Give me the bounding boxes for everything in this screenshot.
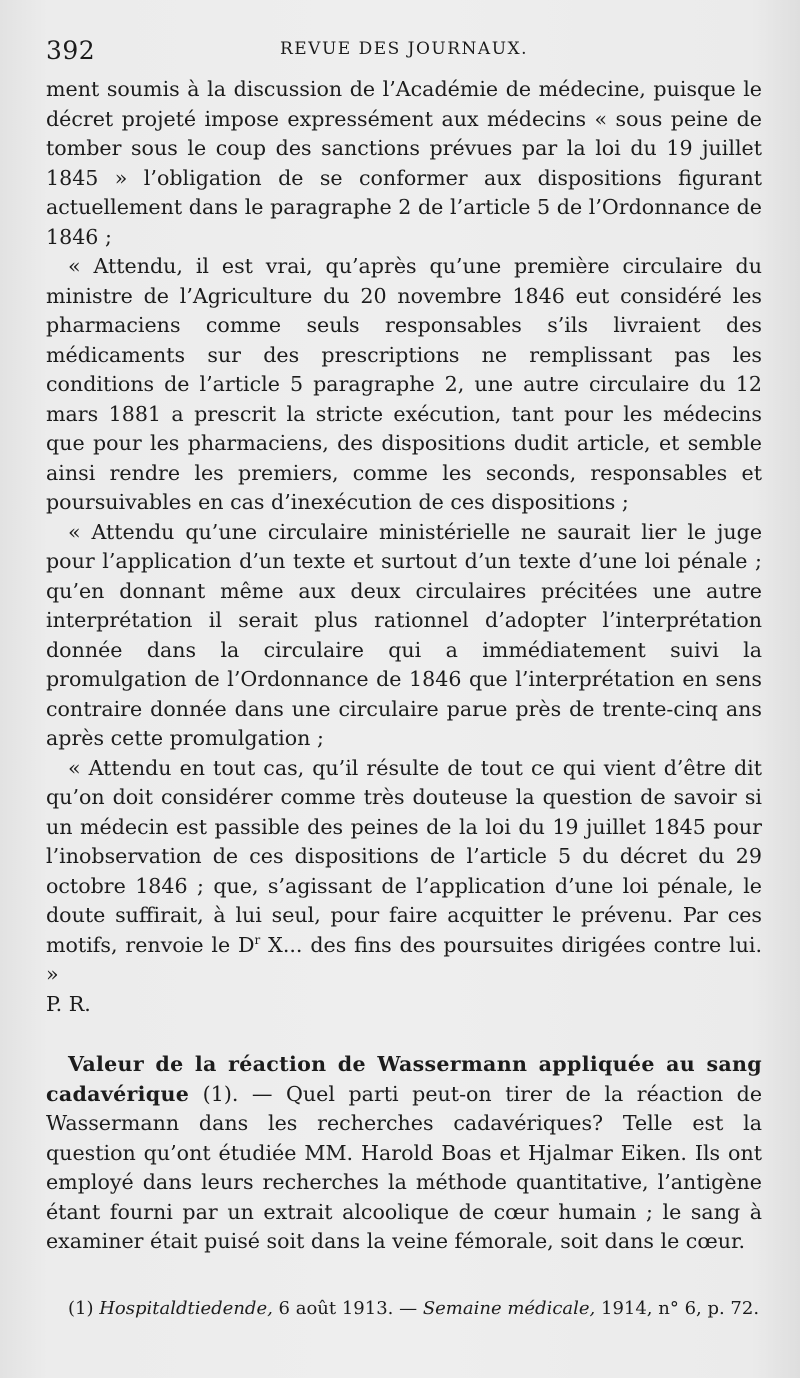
paragraph-continuation: ment soumis à la discussion de l’Académie de médecine, puisque le décret projeté impose expressément aux médecins « sous peine de tomber sous le coup des sanctions prévues par la loi du 19 juillet 1845 » l’obligation de se conformer aux dispositions figurant actuellement dans le paragraphe 2 de l’article 5 de l’Ordonnance de 1846 ; bbox=[46, 77, 762, 249]
article-text: — Quel parti peut-on tirer de la réaction de Wassermann dans les recherches cadavériques? Telle est la question qu’ont étudiée MM. Harold Boas et Hjalmar Eiken. Ils ont employé dans leurs recherches la méthode quantitative, l’antigène étant fourni par un extrait alcoolique de cœur humain ; le sang à examiner était puisé soit dans la veine fémorale, soit dans le cœur. bbox=[46, 1081, 763, 1253]
footnote-ref-2: 1914, n° 6, p. 72. bbox=[595, 1298, 760, 1319]
page-number: 392 bbox=[46, 36, 96, 65]
footnote bbox=[46, 1297, 762, 1321]
paragraph-attendu-1: « Attendu, il est vrai, qu’après qu’une première circulaire du ministre de l’Agriculture du 20 novembre 1846 eut considéré les pharmaciens comme seuls responsables s’ils livraient des médicaments sur des prescriptions ne remplissant pas les conditions de l’article 5 paragraphe 2, une autre circulaire du 12 mars 1881 a prescrit la stricte exécution, tant pour les médecins que pour les pharmaciens, des dispositions dudit article, et semble ainsi rendre les premiers, comme les seconds, responsables et poursuivables en cas d’inexécution de ces dispositions ; bbox=[46, 254, 762, 514]
running-head: REVUE DES JOURNAUX. bbox=[279, 39, 529, 59]
footnote-ref-1: 6 août 1913. — bbox=[272, 1298, 423, 1319]
page-header bbox=[46, 36, 762, 72]
paragraph-attendu-3-text: « Attendu en tout cas, qu’il résulte de tout ce qui vient d’être dit qu’on doit considérer comme très douteuse la question de savoir si un médecin est passible des peines de la loi du 19 juillet 1845 pour l’inobservation de ces dispositions de l’article 5 du décret du 29 octobre 1846 ; que, s’agissant de l’application d’une loi pénale, le doute suffirait, à lui seul, pour faire acquitter le prévenu. Par ces motifs, renvoie le D bbox=[46, 755, 762, 957]
doctor-abbrev-sup: r bbox=[254, 932, 261, 947]
body-text bbox=[46, 75, 762, 1019]
footnote-journal-1: Hospitaldtiedende, bbox=[99, 1298, 273, 1319]
footnote-text bbox=[46, 1297, 762, 1321]
article-paragraph bbox=[46, 1050, 762, 1257]
paragraph-attendu-3 bbox=[46, 754, 762, 990]
footnote-marker: (1) bbox=[68, 1298, 100, 1319]
paragraph-attendu-2: « Attendu qu’une circulaire ministérielle ne saurait lier le juge pour l’application d’un texte et surtout d’un texte d’une loi pénale ; qu’en donnant même aux deux circulaires précitées une autre interprétation il serait plus rationnel d’adopter l’interprétation donnée dans la circulaire qui a immédiatement suivi la promulgation de l’Ordonnance de 1846 que l’interprétation en sens contraire donnée dans une circulaire parue près de trente-cinq ans après cette promulgation ; bbox=[46, 519, 762, 750]
footnote-reference: (1). bbox=[189, 1081, 239, 1106]
article-title: Valeur de la réaction de Wassermann appliquée au sang cadavérique bbox=[46, 1052, 762, 1106]
signature: P. R. bbox=[46, 991, 91, 1016]
article-wassermann bbox=[46, 1050, 762, 1257]
paragraph-attendu-3-end: X... des fins des poursuites dirigées contre lui. » bbox=[46, 932, 762, 986]
footnote-journal-2: Semaine médicale, bbox=[422, 1298, 596, 1319]
